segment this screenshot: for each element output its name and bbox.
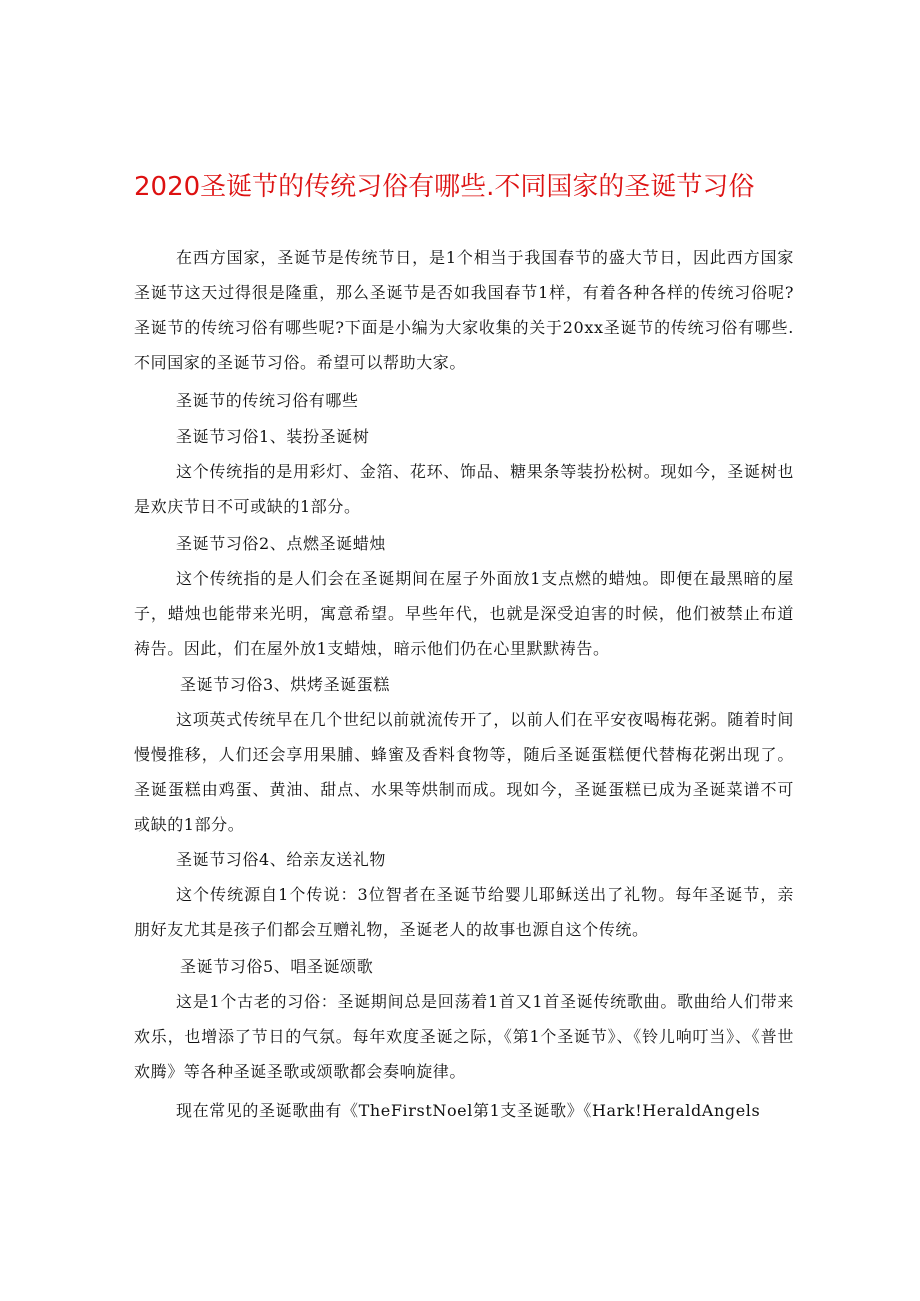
custom-4-body: 这个传统源自1个传说：3位智者在圣诞节给婴儿耶稣送出了礼物。每年圣诞节，亲朋好友尤其是孩子们都会互赠礼物，圣诞老人的故事也源自这个传统。 — [134, 885, 794, 939]
custom-3-heading: 圣诞节习俗3、烘烤圣诞蛋糕 — [180, 675, 390, 694]
custom-1-body: 这个传统指的是用彩灯、金箔、花环、饰品、糖果条等装扮松树。现如今，圣诞树也是欢庆节日不可或缺的1部分。 — [134, 462, 794, 516]
custom-2-body: 这个传统指的是人们会在圣诞期间在屋子外面放1支点燃的蜡烛。即便在最黑暗的屋子，蜡烛也能带来光明，寓意希望。早些年代，也就是深受迫害的时候，他们被禁止布道祷告。因此，们在屋外放1支蜡烛，暗示他们仍在心里默默祷告。 — [134, 569, 794, 658]
document-title: 2020圣诞节的传统习俗有哪些.不同国家的圣诞节习俗 — [134, 172, 755, 202]
section-heading: 圣诞节的传统习俗有哪些 — [176, 391, 359, 410]
custom-4-heading: 圣诞节习俗4、给亲友送礼物 — [176, 850, 386, 869]
custom-5-heading: 圣诞节习俗5、唱圣诞颂歌 — [180, 957, 374, 976]
custom-1-heading: 圣诞节习俗1、装扮圣诞树 — [176, 427, 370, 446]
closing-line: 现在常见的圣诞歌曲有《TheFirstNoel第1支圣诞歌》《Hark!HeraldAngels — [176, 1101, 761, 1120]
intro-paragraph: 在西方国家，圣诞节是传统节日，是1个相当于我国春节的盛大节日，因此西方国家圣诞节这天过得很是隆重，那么圣诞节是否如我国春节1样，有着各种各样的传统习俗呢?圣诞节的传统习俗有哪些呢?下面是小编为大家收集的关于20xx圣诞节的传统习俗有哪些.不同国家的圣诞节习俗。希望可以帮助大家。 — [134, 248, 794, 372]
custom-5-body: 这是1个古老的习俗：圣诞期间总是回荡着1首又1首圣诞传统歌曲。歌曲给人们带来欢乐，也增添了节日的气氛。每年欢度圣诞之际，《第1个圣诞节》、《铃儿响叮当》、《普世欢腾》等各种圣诞圣歌或颂歌都会奏响旋律。 — [134, 992, 794, 1081]
custom-3-body: 这项英式传统早在几个世纪以前就流传开了，以前人们在平安夜喝梅花粥。随着时间慢慢推移，人们还会享用果脯、蜂蜜及香料食物等，随后圣诞蛋糕便代替梅花粥出现了。圣诞蛋糕由鸡蛋、黄油、甜点、水果等烘制而成。现如今，圣诞蛋糕已成为圣诞菜谱不可或缺的1部分。 — [134, 710, 794, 834]
custom-2-heading: 圣诞节习俗2、点燃圣诞蜡烛 — [176, 534, 386, 553]
